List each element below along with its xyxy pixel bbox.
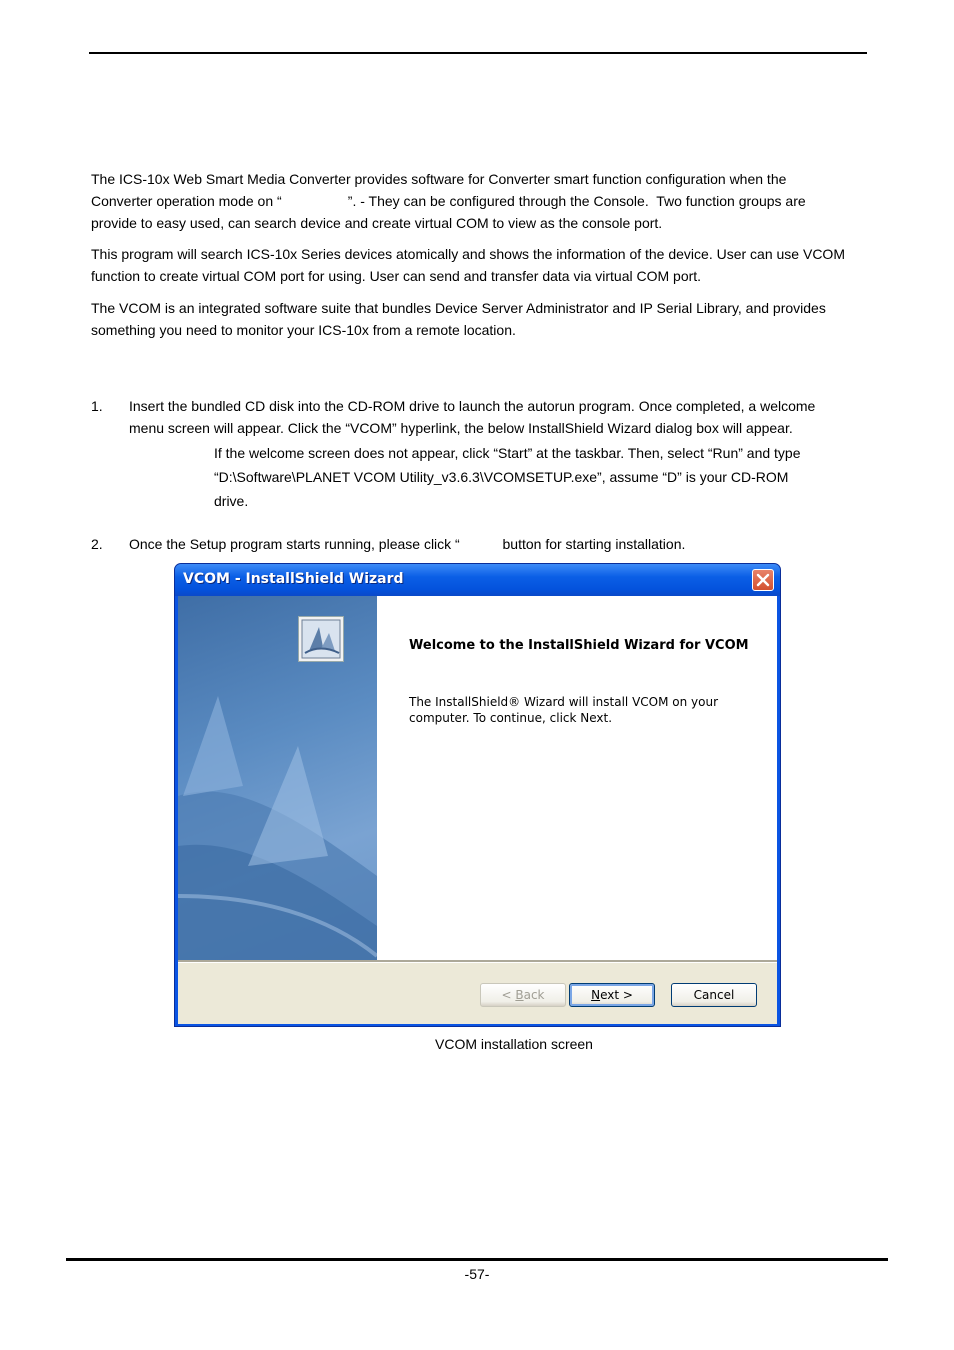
note-line: drive. xyxy=(214,493,249,509)
figure-caption: VCOM installation screen xyxy=(435,1036,593,1052)
note-line: If the welcome screen does not appear, click “Start” at the taskbar. Then, select “Run” and type xyxy=(214,445,801,461)
close-icon xyxy=(753,570,773,590)
dialog-title: VCOM - InstallShield Wizard xyxy=(183,571,404,587)
cancel-button[interactable]: Cancel xyxy=(671,983,757,1007)
vcom-line: The VCOM is an integrated software suite that bundles Device Server Administrator and IP Serial Library, and provides xyxy=(91,300,826,316)
dialog-client xyxy=(178,596,777,1024)
step-number: 1. xyxy=(91,398,103,414)
welcome-line: The InstallShield® Wizard will install VCOM on your xyxy=(409,695,719,709)
intro-line: The ICS-10x Web Smart Media Converter provides software for Converter smart function configuration when the xyxy=(91,171,787,187)
welcome-heading: Welcome to the InstallShield Wizard for VCOM xyxy=(409,638,749,653)
step-text xyxy=(129,395,859,439)
next-label: ext > xyxy=(600,988,633,1002)
header-rule xyxy=(89,52,867,54)
wizard-side-graphic xyxy=(178,596,377,960)
step-line: menu screen will appear. Click the “VCOM” hyperlink, the below InstallShield Wizard dialog box will appear. xyxy=(129,420,793,436)
back-prefix: < xyxy=(501,988,516,1002)
sail-graphic-icon xyxy=(178,596,377,960)
vcom-line: something you need to monitor your ICS-10x from a remote location. xyxy=(91,322,516,338)
search-paragraph xyxy=(91,243,869,287)
note-line: “D:\Software\PLANET VCOM Utility_v3.6.3\VCOMSETUP.exe”, assume “D” is your CD-ROM xyxy=(214,469,789,485)
dialog-titlebar[interactable] xyxy=(175,564,780,596)
intro-paragraph xyxy=(91,168,869,234)
step-line: Insert the bundled CD disk into the CD-ROM drive to launch the autorun program. Once completed, a welcome xyxy=(129,398,816,414)
back-button[interactable] xyxy=(480,983,566,1007)
wizard-content xyxy=(377,596,777,960)
note-text xyxy=(214,441,834,513)
step-number: 2. xyxy=(91,536,103,552)
vcom-paragraph xyxy=(91,297,869,341)
close-button[interactable] xyxy=(752,569,774,591)
next-button[interactable] xyxy=(569,983,655,1007)
back-label: ack xyxy=(523,988,545,1002)
button-separator xyxy=(178,960,777,963)
step-text: Once the Setup program starts running, please click “ button for starting installation. xyxy=(129,536,686,552)
installshield-logo xyxy=(298,616,344,662)
next-accelerator: N xyxy=(591,988,601,1002)
back-accelerator: B xyxy=(515,988,524,1002)
welcome-body xyxy=(409,694,749,726)
footer-rule xyxy=(66,1258,888,1261)
search-line: function to create virtual COM port for using. User can send and transfer data via virtual COM port. xyxy=(91,268,702,284)
page-number: -57- xyxy=(464,1266,490,1282)
intro-line: Converter operation mode on “ ”. - They can be configured through the Console. Two function groups are xyxy=(91,193,806,209)
installshield-logo-icon xyxy=(299,617,343,661)
welcome-line: computer. To continue, click Next. xyxy=(409,711,613,725)
installshield-dialog xyxy=(174,563,781,1027)
intro-line: provide to easy used, can search device and create virtual COM to view as the console port. xyxy=(91,215,663,231)
search-line: This program will search ICS-10x Series devices atomically and shows the information of the device. User can use VCOM xyxy=(91,246,845,262)
